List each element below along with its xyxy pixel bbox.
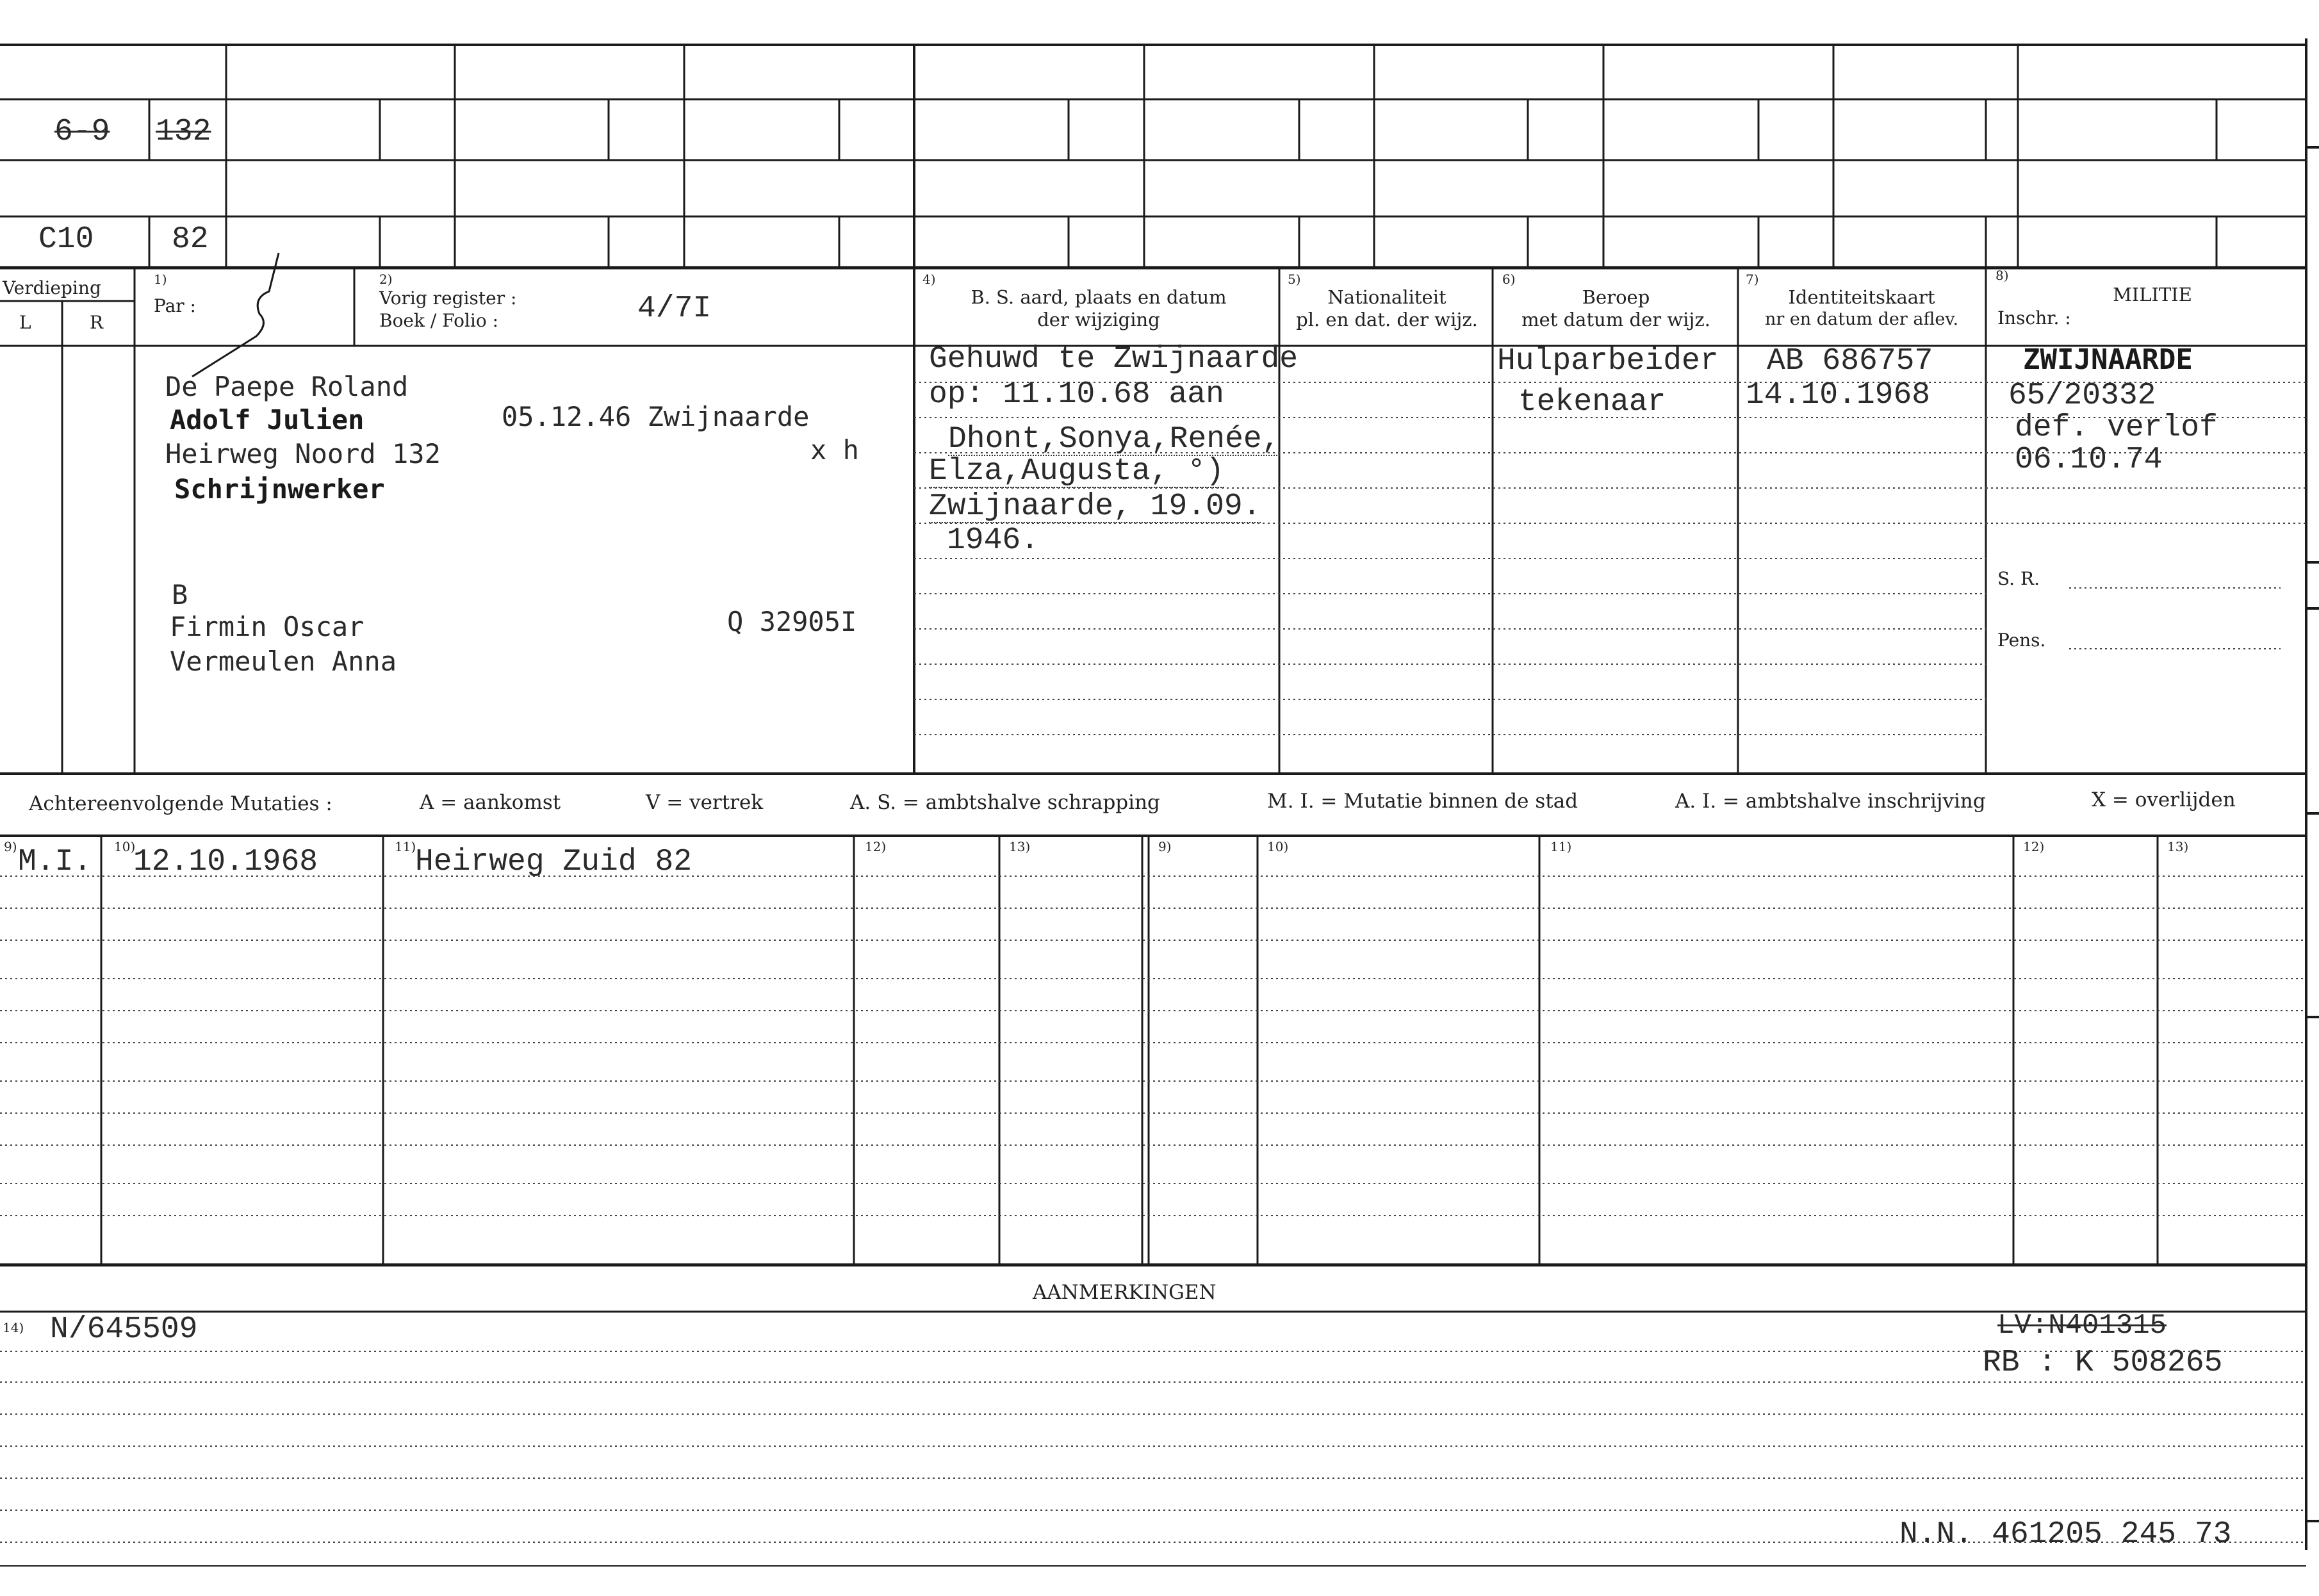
person-birth: 05.12.46 Zwijnaarde bbox=[502, 401, 810, 432]
person-address: Heirweg Noord 132 bbox=[165, 438, 441, 469]
legend-vertrek: V = vertrek bbox=[646, 791, 764, 814]
verdieping-r-label: R bbox=[90, 312, 104, 333]
person-father: Firmin Oscar bbox=[170, 611, 365, 642]
boek-folio-label: Boek / Folio : bbox=[379, 310, 499, 331]
vorig-register-value: 4/7I bbox=[637, 291, 712, 326]
field-number-1: 1) bbox=[154, 272, 167, 287]
sr-label: S. R. bbox=[1997, 568, 2040, 589]
person-given-names: Adolf Julien bbox=[170, 404, 365, 436]
verdieping-l-label: L bbox=[19, 312, 31, 333]
civil-status-line2: op: 11.10.68 aan bbox=[929, 377, 1224, 412]
bs-label-line2: der wijziging bbox=[1037, 309, 1160, 330]
inschr-label: Inschr. : bbox=[1997, 307, 2071, 329]
person-profession: Schrijnwerker bbox=[174, 473, 385, 505]
mutation-type: M.I. bbox=[18, 845, 92, 879]
civil-status-line4: Elza,Augusta, °) bbox=[929, 454, 1224, 489]
militie-number: 65/20332 bbox=[2008, 379, 2156, 413]
civil-status-line3: Dhont,Sonya,Renée, bbox=[948, 422, 1281, 457]
identiteitskaart-label-line2: nr en datum der aflev. bbox=[1764, 309, 1959, 329]
legend-overlijden: X = overlijden bbox=[2092, 788, 2236, 811]
beroep-label-line1: Beroep bbox=[1582, 286, 1650, 308]
identity-card-number: AB 686757 bbox=[1767, 344, 1933, 379]
civil-status-line5: Zwijnaarde, 19.09. bbox=[929, 489, 1261, 524]
beroep-line1: Hulparbeider bbox=[1497, 344, 1719, 379]
field-number-6: 6) bbox=[1502, 272, 1516, 287]
field-number-2: 2) bbox=[379, 272, 393, 287]
field-number-8: 8) bbox=[1995, 268, 2009, 283]
legend-aankomst: A = aankomst bbox=[420, 791, 561, 814]
par-label: Par : bbox=[154, 295, 196, 316]
col-number-11: 11) bbox=[395, 839, 416, 854]
aanmerkingen-title: AANMERKINGEN bbox=[1033, 1281, 1217, 1304]
field-number-7: 7) bbox=[1746, 272, 1759, 287]
nationaliteit-label-line1: Nationaliteit bbox=[1327, 286, 1446, 308]
col-number-12: 12) bbox=[865, 839, 887, 854]
field-number-14: 14) bbox=[3, 1320, 24, 1335]
legend-ambtshalve-schrapping: A. S. = ambtshalve schrapping bbox=[850, 791, 1160, 814]
remarks-nn-number: N.N. 461205 245 73 bbox=[1899, 1517, 2232, 1552]
field-number-4: 4) bbox=[922, 272, 936, 287]
pens-label: Pens. bbox=[1997, 630, 2046, 651]
col-number-11b: 11) bbox=[1550, 839, 1572, 854]
bs-label-line1: B. S. aard, plaats en datum bbox=[971, 286, 1227, 308]
remarks-rb-number: RB : K 508265 bbox=[1983, 1346, 2223, 1380]
nationaliteit-label-line2: pl. en dat. der wijz. bbox=[1296, 309, 1478, 330]
beroep-label-line2: met datum der wijz. bbox=[1521, 309, 1710, 330]
header-code: C10 bbox=[38, 222, 94, 257]
remarks-n-number: N/645509 bbox=[50, 1312, 198, 1347]
beroep-line2: tekenaar bbox=[1518, 385, 1666, 419]
civil-status-line6: 1946. bbox=[947, 523, 1040, 558]
person-name: De Paepe Roland bbox=[165, 371, 409, 402]
person-mother: Vermeulen Anna bbox=[170, 646, 397, 677]
militie-date: 06.10.74 bbox=[2015, 443, 2163, 477]
identiteitskaart-label-line1: Identiteitskaart bbox=[1788, 286, 1935, 308]
par-hand-mark bbox=[192, 253, 279, 377]
legend-mutatie-binnen-stad: M. I. = Mutatie binnen de stad bbox=[1267, 790, 1578, 813]
col-number-9: 9) bbox=[4, 839, 17, 854]
field-number-5: 5) bbox=[1288, 272, 1301, 287]
vorig-register-label: Vorig register : bbox=[379, 288, 517, 309]
militie-status: def. verlof bbox=[2015, 411, 2218, 445]
col-number-10: 10) bbox=[114, 839, 136, 854]
identity-card-date: 14.10.1968 bbox=[1746, 378, 1931, 412]
mutation-address: Heirweg Zuid 82 bbox=[415, 845, 692, 879]
legend-ambtshalve-inschrijving: A. I. = ambtshalve inschrijving bbox=[1675, 790, 1986, 813]
civil-status-line1: Gehuwd te Zwijnaarde bbox=[929, 342, 1299, 377]
person-father-code: Q 32905I bbox=[727, 606, 857, 637]
col-number-13: 13) bbox=[1009, 839, 1031, 854]
person-b-marker: B bbox=[172, 579, 188, 610]
militie-label: MILITIE bbox=[2113, 284, 2192, 305]
mutaties-title: Achtereenvolgende Mutaties : bbox=[29, 792, 332, 815]
militie-place: ZWIJNAARDE bbox=[2023, 343, 2193, 376]
remarks-lv-number: LV:N401315 bbox=[1997, 1310, 2167, 1342]
person-sex: x h bbox=[810, 434, 859, 466]
col-number-12b: 12) bbox=[2023, 839, 2045, 854]
verdieping-label: Verdieping bbox=[3, 277, 101, 298]
col-number-10b: 10) bbox=[1267, 839, 1289, 854]
col-number-13b: 13) bbox=[2167, 839, 2189, 854]
mutation-date: 12.10.1968 bbox=[133, 845, 318, 879]
header-code-old: 6-9 bbox=[54, 115, 110, 149]
header-number-old: 132 bbox=[156, 115, 211, 149]
col-number-9b: 9) bbox=[1158, 839, 1172, 854]
header-number: 82 bbox=[172, 222, 209, 257]
